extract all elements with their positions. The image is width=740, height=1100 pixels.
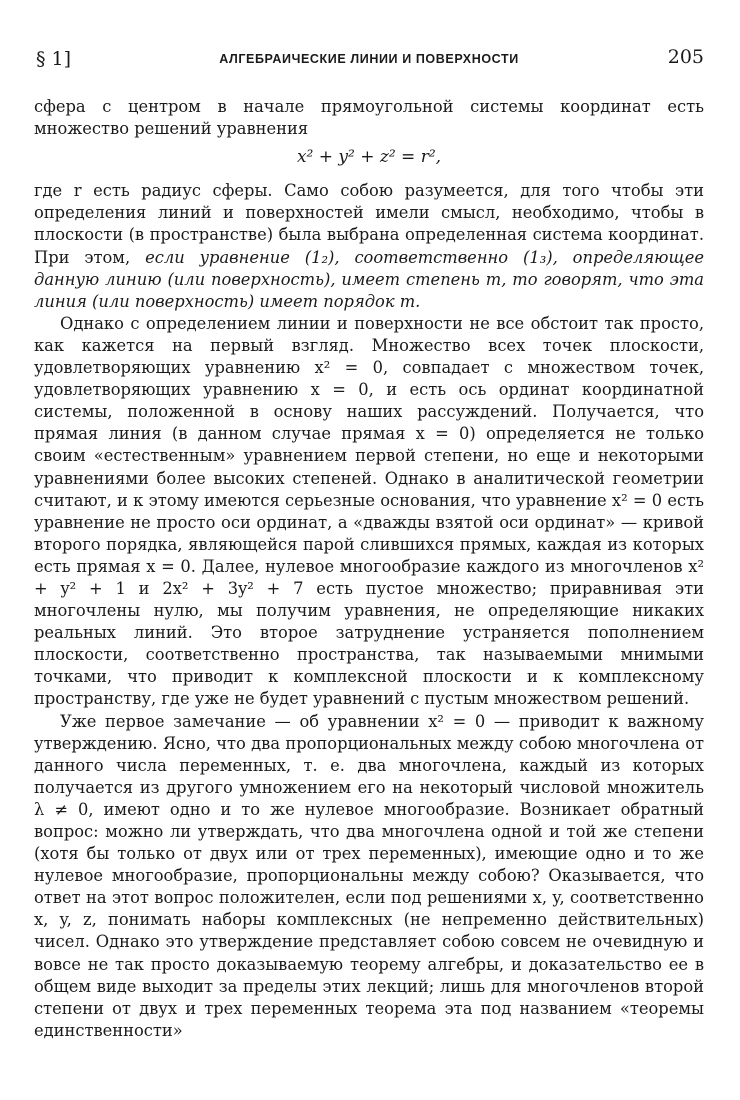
- paragraph-1: сфера с центром в начале прямоугольной системы координат есть множество решений уравнения: [34, 97, 704, 139]
- paragraph-3: Однако с определением линии и поверхности не все обстоит так просто, как кажется на первый взгляд. Множество всех точек плоскости, удовлетворяющих уравнению x² = 0, совпадает с множеством точек, удовлетворяющих уравнению x = 0, и есть ось ординат координатной системы, положенной в основу наших рассуждений. Получается, что прямая линия (в данном случае прямая x = 0) определяется не только своим «естественным» уравнением первой степени, но еще и некоторыми уравнениями более высоких степеней. Однако в аналитической геометрии считают, и к этому имеются серьезные основания, что уравнение x² = 0 есть уравнение не просто оси ординат, а «дважды взятой оси ординат» — кривой второго порядка, являющейся парой слившихся прямых, каждая из которых есть прямая x = 0. Далее, нулевое многообразие каждого из многочленов x² + y² + 1 и 2x² + 3y² + 7 есть пустое множество; приравнивая эти многочлены нулю, мы получим уравнения, не определяющие никаких реальных линий. Это второе затруднение устраняется пополнением плоскости, соответственно пространства, так называемыми мнимыми точками, что приводит к комплексной плоскости и к комплексному пространству, где уже не будет уравнений с пустым множеством решений.: [34, 313, 704, 709]
- running-header: [34, 38, 704, 68]
- section-marker: § 1]: [36, 48, 72, 70]
- paragraph-2: [34, 180, 704, 313]
- running-title: АЛГЕБРАИЧЕСКИЕ ЛИНИИ И ПОВЕРХНОСТИ: [219, 52, 519, 66]
- sphere-equation: x² + y² + z² = r²,: [296, 147, 442, 168]
- paragraph-2-text: где r есть радиус сферы. Само собою разумеется, для того чтобы эти определения линий и поверхностей имели смысл, необходимо, чтобы в плоскости (в пространстве) была выбрана определенная система координат. При этом,: [34, 181, 704, 267]
- body-text: [34, 96, 704, 1042]
- paragraph-4: Уже первое замечание — об уравнении x² = 0 — приводит к важному утверждению. Ясно, что два пропорциональных между собою многочлена от данного числа переменных, т. е. два многочлена, каждый из которых получается из другого умножением его на некоторый числовой множитель λ ≠ 0, имеют одно и то же нулевое многообразие. Возникает обратный вопрос: можно ли утверждать, что два многочлена одной и той же степени (хотя бы только от двух или от трех переменных), имеющие одно и то же нулевое многообразие, пропорциональны между собою? Оказывается, что ответ на этот вопрос положителен, если под решениями x, y, соответственно x, y, z, понимать наборы комплексных (не непременно действительных) чисел. Однако это утверждение представляет собою совсем не очевидную и вовсе не так просто доказываемую теорему алгебры, и доказательство ее в общем виде выходит за пределы этих лекций; лишь для многочленов второй степени от двух и трех переменных теорема эта под названием «теоремы единственности»: [34, 711, 704, 1040]
- order-definition: если уравнение (1₂), соответственно (1₃), определяющее данную линию (или поверхность), имеет степень m, то говорят, что эта линия (или поверхность) имеет порядок m.: [34, 247, 705, 311]
- page-number: 205: [667, 46, 704, 68]
